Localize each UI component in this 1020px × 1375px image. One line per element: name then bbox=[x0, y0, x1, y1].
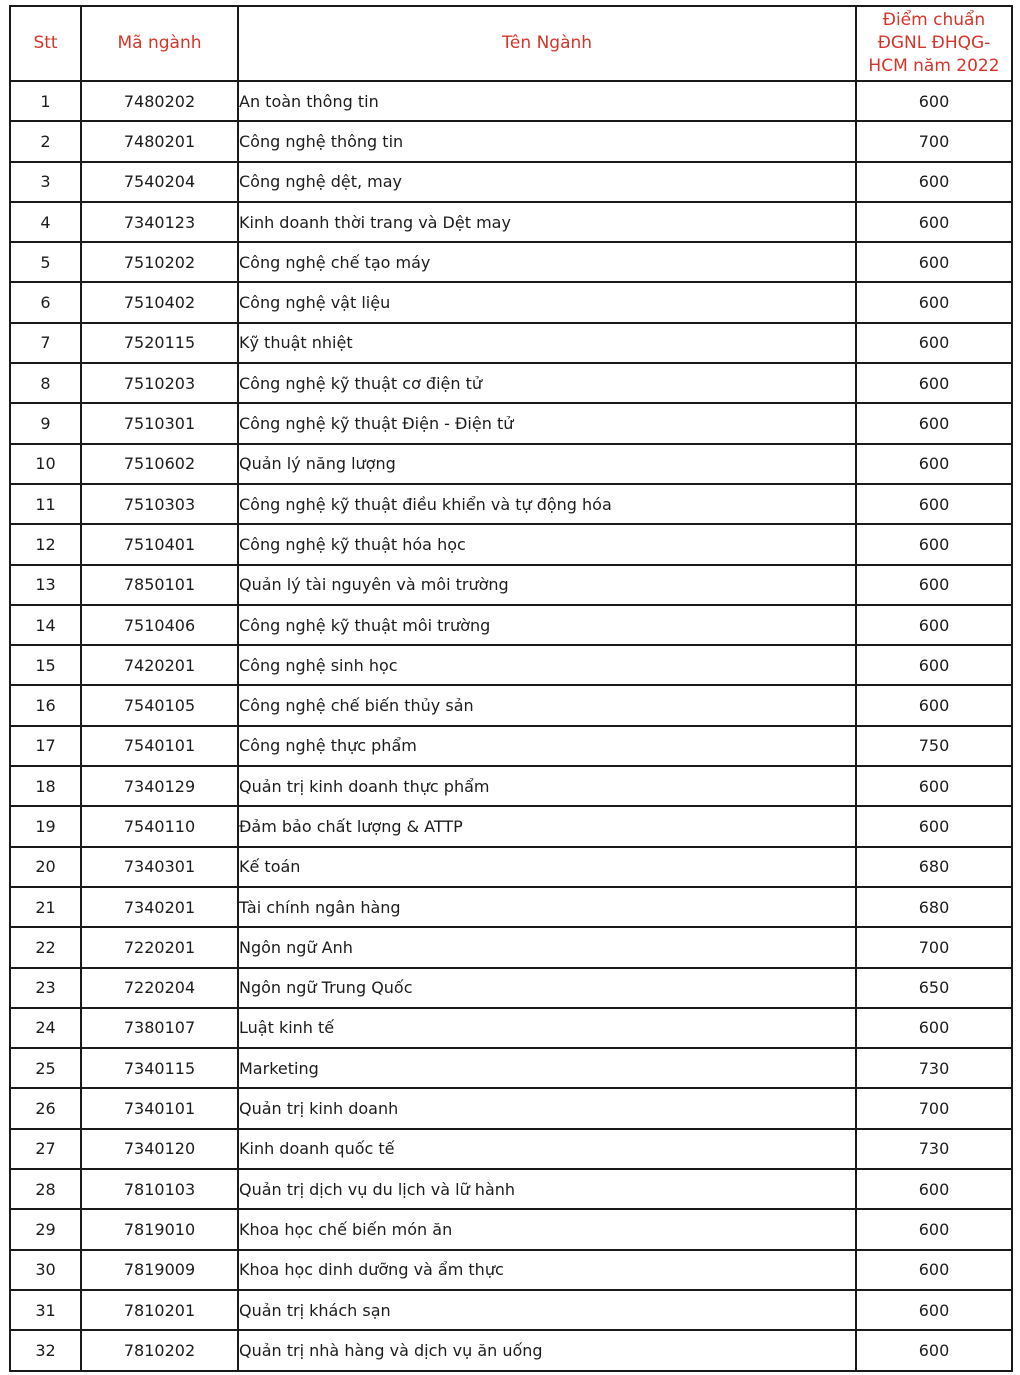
cell-major-name: Công nghệ kỹ thuật điều khiển và tự động hóa bbox=[238, 484, 856, 524]
table-row bbox=[10, 685, 1012, 725]
cell-major-name: Công nghệ kỹ thuật môi trường bbox=[238, 605, 856, 645]
cell-stt: 24 bbox=[10, 1008, 81, 1048]
cell-stt: 14 bbox=[10, 605, 81, 645]
cell-stt: 21 bbox=[10, 887, 81, 927]
table-row bbox=[10, 444, 1012, 484]
cell-stt: 18 bbox=[10, 766, 81, 806]
cell-major-code: 7380107 bbox=[81, 1008, 238, 1048]
table-row bbox=[10, 887, 1012, 927]
cell-cutoff-score: 750 bbox=[856, 726, 1012, 766]
cell-cutoff-score: 600 bbox=[856, 202, 1012, 242]
cell-major-name: Kỹ thuật nhiệt bbox=[238, 323, 856, 363]
cell-major-name: Công nghệ thông tin bbox=[238, 121, 856, 161]
cell-stt: 32 bbox=[10, 1330, 81, 1370]
table-row bbox=[10, 645, 1012, 685]
cell-stt: 2 bbox=[10, 121, 81, 161]
table-row bbox=[10, 1088, 1012, 1128]
cell-cutoff-score: 600 bbox=[856, 242, 1012, 282]
cell-major-name: Khoa học dinh dưỡng và ẩm thực bbox=[238, 1250, 856, 1290]
cell-stt: 20 bbox=[10, 847, 81, 887]
cell-major-code: 7540105 bbox=[81, 685, 238, 725]
cell-stt: 1 bbox=[10, 81, 81, 121]
table-row bbox=[10, 363, 1012, 403]
cell-major-code: 7340115 bbox=[81, 1048, 238, 1088]
header-row bbox=[10, 6, 1012, 81]
table-row bbox=[10, 927, 1012, 967]
cell-stt: 4 bbox=[10, 202, 81, 242]
cell-major-name: Quản trị nhà hàng và dịch vụ ăn uống bbox=[238, 1330, 856, 1370]
cell-cutoff-score: 650 bbox=[856, 968, 1012, 1008]
cell-cutoff-score: 600 bbox=[856, 565, 1012, 605]
cell-major-code: 7540110 bbox=[81, 806, 238, 846]
cell-major-name: Công nghệ kỹ thuật cơ điện tử bbox=[238, 363, 856, 403]
table-row bbox=[10, 605, 1012, 645]
cell-cutoff-score: 680 bbox=[856, 847, 1012, 887]
cell-cutoff-score: 600 bbox=[856, 444, 1012, 484]
cell-stt: 17 bbox=[10, 726, 81, 766]
cell-cutoff-score: 600 bbox=[856, 363, 1012, 403]
cell-cutoff-score: 600 bbox=[856, 1209, 1012, 1249]
cell-major-name: Quản lý tài nguyên và môi trường bbox=[238, 565, 856, 605]
cell-major-code: 7510202 bbox=[81, 242, 238, 282]
cell-major-code: 7850101 bbox=[81, 565, 238, 605]
cell-stt: 10 bbox=[10, 444, 81, 484]
table-row bbox=[10, 1250, 1012, 1290]
cell-stt: 29 bbox=[10, 1209, 81, 1249]
cell-major-code: 7510406 bbox=[81, 605, 238, 645]
cell-stt: 31 bbox=[10, 1290, 81, 1330]
table-row bbox=[10, 81, 1012, 121]
cell-stt: 30 bbox=[10, 1250, 81, 1290]
header-major-name: Tên Ngành bbox=[238, 6, 856, 81]
cell-cutoff-score: 700 bbox=[856, 927, 1012, 967]
table-row bbox=[10, 1048, 1012, 1088]
cell-major-code: 7510401 bbox=[81, 524, 238, 564]
admission-score-table bbox=[9, 5, 1013, 1372]
cell-cutoff-score: 600 bbox=[856, 806, 1012, 846]
cell-stt: 22 bbox=[10, 927, 81, 967]
table-header bbox=[10, 6, 1012, 81]
cell-major-name: Luật kinh tế bbox=[238, 1008, 856, 1048]
cell-major-code: 7540101 bbox=[81, 726, 238, 766]
cell-major-name: Quản trị khách sạn bbox=[238, 1290, 856, 1330]
cell-stt: 23 bbox=[10, 968, 81, 1008]
cell-major-code: 7819009 bbox=[81, 1250, 238, 1290]
table-row bbox=[10, 565, 1012, 605]
table-row bbox=[10, 968, 1012, 1008]
cell-major-code: 7819010 bbox=[81, 1209, 238, 1249]
cell-major-name: Công nghệ kỹ thuật hóa học bbox=[238, 524, 856, 564]
cell-stt: 19 bbox=[10, 806, 81, 846]
table-row bbox=[10, 1330, 1012, 1370]
cell-major-code: 7340201 bbox=[81, 887, 238, 927]
cell-stt: 6 bbox=[10, 282, 81, 322]
cell-cutoff-score: 600 bbox=[856, 1250, 1012, 1290]
cell-major-code: 7420201 bbox=[81, 645, 238, 685]
cell-major-code: 7480201 bbox=[81, 121, 238, 161]
cell-cutoff-score: 600 bbox=[856, 605, 1012, 645]
header-score-line: ĐGNL ĐHQG- bbox=[877, 33, 991, 53]
cell-major-name: Quản lý năng lượng bbox=[238, 444, 856, 484]
cell-stt: 13 bbox=[10, 565, 81, 605]
cell-cutoff-score: 600 bbox=[856, 766, 1012, 806]
cell-major-code: 7220201 bbox=[81, 927, 238, 967]
cell-stt: 28 bbox=[10, 1169, 81, 1209]
table-row bbox=[10, 1129, 1012, 1169]
table-row bbox=[10, 1290, 1012, 1330]
cell-major-name: Công nghệ thực phẩm bbox=[238, 726, 856, 766]
cell-stt: 15 bbox=[10, 645, 81, 685]
cell-major-name: Quản trị dịch vụ du lịch và lữ hành bbox=[238, 1169, 856, 1209]
cell-major-code: 7340129 bbox=[81, 766, 238, 806]
table-row bbox=[10, 282, 1012, 322]
cell-major-name: Đảm bảo chất lượng & ATTP bbox=[238, 806, 856, 846]
cell-cutoff-score: 730 bbox=[856, 1129, 1012, 1169]
table-row bbox=[10, 524, 1012, 564]
table-row bbox=[10, 1209, 1012, 1249]
cell-stt: 16 bbox=[10, 685, 81, 725]
table-row bbox=[10, 726, 1012, 766]
cell-stt: 12 bbox=[10, 524, 81, 564]
cell-cutoff-score: 600 bbox=[856, 645, 1012, 685]
cell-cutoff-score: 600 bbox=[856, 524, 1012, 564]
table-row bbox=[10, 403, 1012, 443]
cell-major-name: Công nghệ chế biến thủy sản bbox=[238, 685, 856, 725]
table-row bbox=[10, 323, 1012, 363]
cell-stt: 9 bbox=[10, 403, 81, 443]
cell-stt: 11 bbox=[10, 484, 81, 524]
cell-major-name: Tài chính ngân hàng bbox=[238, 887, 856, 927]
cell-major-code: 7220204 bbox=[81, 968, 238, 1008]
cell-stt: 5 bbox=[10, 242, 81, 282]
cell-major-code: 7510303 bbox=[81, 484, 238, 524]
cell-major-code: 7810201 bbox=[81, 1290, 238, 1330]
cell-major-code: 7510301 bbox=[81, 403, 238, 443]
table-row bbox=[10, 162, 1012, 202]
cell-stt: 8 bbox=[10, 363, 81, 403]
cell-major-name: Khoa học chế biến món ăn bbox=[238, 1209, 856, 1249]
cell-cutoff-score: 600 bbox=[856, 1008, 1012, 1048]
cell-major-name: Công nghệ dệt, may bbox=[238, 162, 856, 202]
cell-major-code: 7480202 bbox=[81, 81, 238, 121]
table-row bbox=[10, 766, 1012, 806]
header-major-code: Mã ngành bbox=[81, 6, 238, 81]
cell-stt: 3 bbox=[10, 162, 81, 202]
cell-stt: 26 bbox=[10, 1088, 81, 1128]
cell-major-code: 7520115 bbox=[81, 323, 238, 363]
cell-major-code: 7340101 bbox=[81, 1088, 238, 1128]
table-body bbox=[10, 81, 1012, 1371]
cell-stt: 25 bbox=[10, 1048, 81, 1088]
cell-cutoff-score: 600 bbox=[856, 162, 1012, 202]
cell-cutoff-score: 600 bbox=[856, 685, 1012, 725]
table-row bbox=[10, 847, 1012, 887]
cell-cutoff-score: 680 bbox=[856, 887, 1012, 927]
cell-major-code: 7340123 bbox=[81, 202, 238, 242]
table-row bbox=[10, 806, 1012, 846]
cell-cutoff-score: 600 bbox=[856, 282, 1012, 322]
cell-major-name: Công nghệ chế tạo máy bbox=[238, 242, 856, 282]
header-cutoff-score bbox=[856, 6, 1012, 81]
cell-major-name: Quản trị kinh doanh bbox=[238, 1088, 856, 1128]
cell-major-name: Ngôn ngữ Trung Quốc bbox=[238, 968, 856, 1008]
cell-major-name: Marketing bbox=[238, 1048, 856, 1088]
cell-major-code: 7810103 bbox=[81, 1169, 238, 1209]
cell-cutoff-score: 600 bbox=[856, 323, 1012, 363]
cell-cutoff-score: 600 bbox=[856, 81, 1012, 121]
cell-major-code: 7340120 bbox=[81, 1129, 238, 1169]
header-score-line: Điểm chuẩn bbox=[882, 10, 986, 30]
cell-cutoff-score: 700 bbox=[856, 1088, 1012, 1128]
cell-cutoff-score: 730 bbox=[856, 1048, 1012, 1088]
cell-major-code: 7510203 bbox=[81, 363, 238, 403]
table-row bbox=[10, 121, 1012, 161]
cell-major-name: Kinh doanh quốc tế bbox=[238, 1129, 856, 1169]
table-row bbox=[10, 242, 1012, 282]
cell-major-code: 7510602 bbox=[81, 444, 238, 484]
cell-major-name: Quản trị kinh doanh thực phẩm bbox=[238, 766, 856, 806]
cell-cutoff-score: 600 bbox=[856, 1330, 1012, 1370]
table-row bbox=[10, 484, 1012, 524]
cell-cutoff-score: 600 bbox=[856, 484, 1012, 524]
cell-cutoff-score: 600 bbox=[856, 1169, 1012, 1209]
cell-stt: 7 bbox=[10, 323, 81, 363]
cell-major-code: 7340301 bbox=[81, 847, 238, 887]
header-score-line: HCM năm 2022 bbox=[868, 56, 1000, 76]
cell-major-name: Kế toán bbox=[238, 847, 856, 887]
cell-stt: 27 bbox=[10, 1129, 81, 1169]
cell-major-name: Công nghệ kỹ thuật Điện - Điện tử bbox=[238, 403, 856, 443]
cell-major-name: Công nghệ vật liệu bbox=[238, 282, 856, 322]
header-stt: Stt bbox=[10, 6, 81, 81]
cell-major-name: Công nghệ sinh học bbox=[238, 645, 856, 685]
cell-major-name: Kinh doanh thời trang và Dệt may bbox=[238, 202, 856, 242]
cell-major-name: Ngôn ngữ Anh bbox=[238, 927, 856, 967]
table-row bbox=[10, 1169, 1012, 1209]
cell-cutoff-score: 600 bbox=[856, 1290, 1012, 1330]
cell-major-code: 7810202 bbox=[81, 1330, 238, 1370]
cell-cutoff-score: 600 bbox=[856, 403, 1012, 443]
cell-major-code: 7510402 bbox=[81, 282, 238, 322]
cell-major-name: An toàn thông tin bbox=[238, 81, 856, 121]
table-row bbox=[10, 202, 1012, 242]
cell-cutoff-score: 700 bbox=[856, 121, 1012, 161]
cell-major-code: 7540204 bbox=[81, 162, 238, 202]
table-row bbox=[10, 1008, 1012, 1048]
